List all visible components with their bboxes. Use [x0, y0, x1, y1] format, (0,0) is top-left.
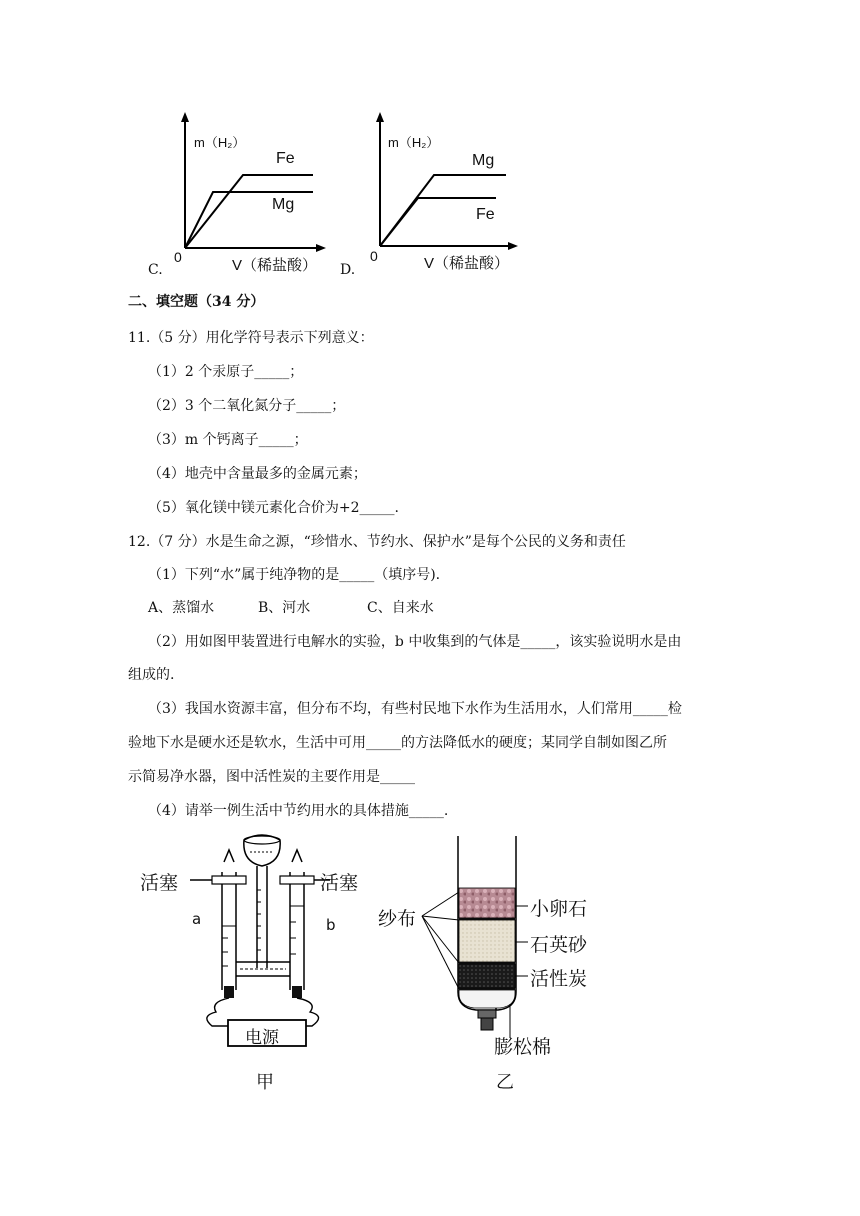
reservoir: [244, 835, 280, 866]
chart-d-ylabel: m（H₂）: [388, 135, 440, 150]
cotton-label: 膨松棉: [494, 1036, 552, 1058]
q11-item-4: （4）地壳中含量最多的金属元素；: [148, 466, 367, 482]
quartz-layer: [459, 920, 515, 962]
gauze-label: 纱布: [378, 908, 417, 930]
power-label: 电源: [245, 1028, 279, 1048]
q12-part2-line1: （2）用如图甲装置进行电解水的实验，b 中收集到的气体是_____，该实验说明水是由: [148, 634, 682, 650]
q11-item-2: （2）3 个二氧化氮分子_____；: [148, 398, 346, 414]
chart-c-xlabel: V（稀盐酸）: [232, 257, 318, 274]
chart-d-series-fe: Fe: [476, 206, 495, 223]
q12-part3-line2: 验地下水是硬水还是软水，生活中可用_____的方法降低水的硬度；某同学自制如图乙所: [128, 735, 667, 751]
carbon-label: 活性炭: [530, 968, 588, 990]
chart-c-series-fe: Fe: [276, 150, 295, 167]
pebble-layer: [459, 888, 515, 918]
q11-stem: 11.（5 分）用化学符号表示下列意义：: [128, 330, 374, 346]
chart-d-y-arrow: [376, 112, 384, 122]
q12-stem: 12.（7 分）水是生命之源，“珍惜水、节约水、保护水”是每个公民的义务和责任: [128, 534, 626, 550]
chart-d-series-mg: Mg: [472, 152, 495, 169]
chart-c-ylabel: m（H₂）: [194, 135, 246, 150]
figure-yi-svg: [378, 832, 608, 1094]
q11-item-5: （5）氧化镁中镁元素化合价为+2_____.: [148, 500, 399, 516]
chart-d-x-arrow: [508, 242, 518, 250]
q12-choice-c: C、自来水: [367, 600, 434, 616]
section-title: 二、填空题（34 分）: [128, 294, 265, 310]
valve-right-label: 活塞: [320, 872, 359, 894]
option-d-label: D.: [340, 262, 356, 278]
q11-item-3: （3）m 个钙离子_____；: [148, 432, 308, 448]
figure-jia-caption: 甲: [256, 1072, 274, 1093]
chart-d-xlabel: V（稀盐酸）: [424, 255, 510, 272]
option-c-label: C.: [148, 262, 163, 278]
tube-a-label: a: [192, 910, 202, 928]
quartz-label: 石英砂: [530, 934, 588, 956]
chart-c-origin: 0: [174, 249, 182, 265]
tube-b-label: b: [326, 916, 336, 934]
chart-c-y-arrow: [181, 112, 189, 122]
valve-left-label: 活塞: [140, 872, 179, 894]
cotton-layer: [459, 990, 515, 1008]
figure-jia: [140, 830, 380, 1095]
carbon-layer: [459, 964, 515, 988]
q12-part2-line2: 组成的.: [128, 667, 175, 683]
figure-yi: [378, 832, 608, 1094]
q12-part3-line3: 示简易净水器，图中活性炭的主要作用是_____: [128, 769, 415, 785]
chart-c: [148, 108, 328, 278]
pebbles-label: 小卵石: [530, 898, 588, 920]
chart-c-series-mg: Mg: [272, 196, 295, 213]
q12-choice-a: A、蒸馏水: [148, 600, 215, 616]
figure-yi-caption: 乙: [496, 1072, 514, 1093]
chart-d-origin: 0: [370, 248, 378, 264]
q11-item-1: （1）2 个汞原子_____；: [148, 364, 304, 380]
q12-part4: （4）请举一例生活中节约用水的具体措施_____.: [148, 803, 449, 819]
q12-part3-line1: （3）我国水资源丰富，但分布不均，有些村民地下水作为生活用水，人们常用_____检: [148, 701, 682, 717]
q12-choice-b: B、河水: [258, 600, 311, 616]
chart-c-x-arrow: [316, 244, 326, 252]
chart-d: [340, 108, 520, 278]
q12-part1: （1）下列“水”属于纯净物的是_____（填序号).: [148, 567, 441, 583]
